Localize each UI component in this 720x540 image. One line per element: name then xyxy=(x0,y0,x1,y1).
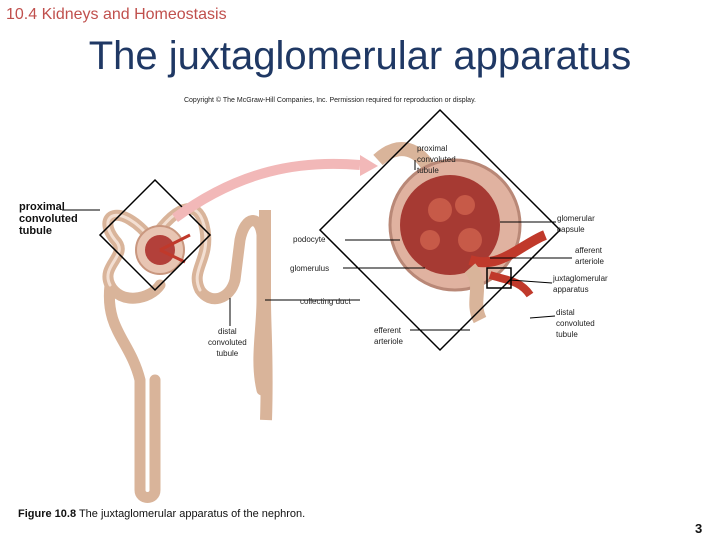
slide-title: The juxtaglomerular apparatus xyxy=(88,34,632,78)
enlarged-glomerulus xyxy=(378,149,545,320)
label-afferent-arteriole: afferent arteriole xyxy=(575,246,604,266)
section-header: 10.4 Kidneys and Homeostasis xyxy=(6,6,227,23)
caption-text: The juxtaglomerular apparatus of the nephron. xyxy=(78,508,306,520)
label-glomerular-capsule: glomerular capsule xyxy=(557,214,595,234)
label-juxtaglomerular-apparatus: juxtaglomerular apparatus xyxy=(553,274,608,294)
label-distal-tubule-left: distal convoluted tubule xyxy=(208,327,247,358)
small-glomerulus xyxy=(136,226,190,274)
label-podocyte: podocyte xyxy=(293,235,326,244)
label-distal-tubule-right: distal convoluted tubule xyxy=(556,308,595,339)
copyright-notice: Copyright © The McGraw-Hill Companies, Inc. Permission required for reproduction or display. xyxy=(183,97,476,104)
figure-caption xyxy=(18,508,305,520)
page-number: 3 xyxy=(695,521,703,536)
label-collecting-duct: collecting duct xyxy=(300,297,351,306)
collecting-duct-shape xyxy=(265,210,267,420)
label-efferent-arteriole: efferent arteriole xyxy=(374,326,403,346)
label-proximal-tubule-top: proximal convoluted tubule xyxy=(417,144,456,175)
label-glomerulus: glomerulus xyxy=(290,264,330,273)
label-proximal-tubule-left: proximal convoluted tubule xyxy=(19,201,78,237)
caption-figure-number: Figure 10.8 xyxy=(18,508,77,520)
